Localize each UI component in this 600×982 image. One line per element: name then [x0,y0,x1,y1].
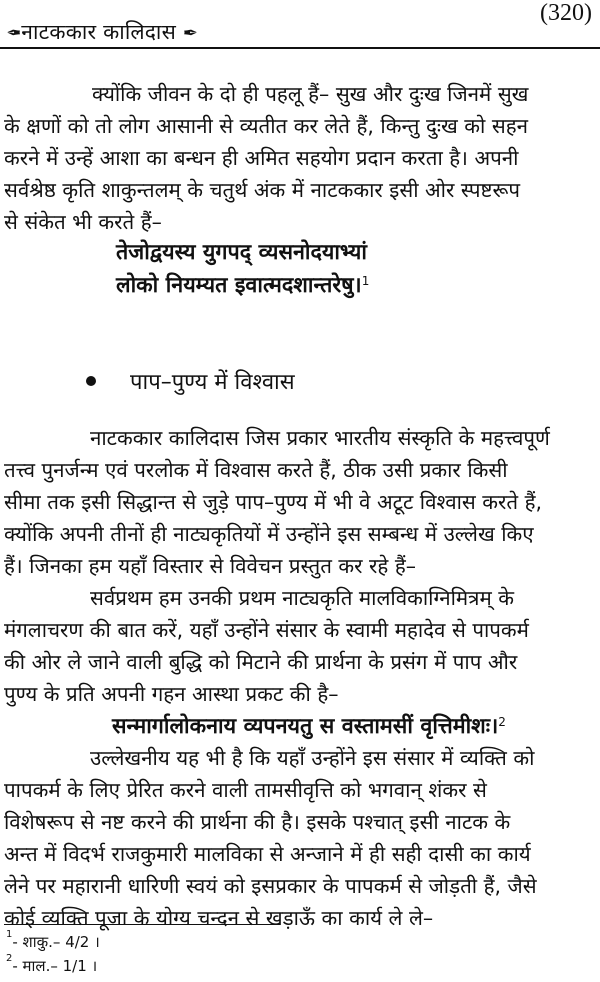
verse-line: तेजोद्वयस्य युगपद् व्यसनोदयाभ्यां [116,240,367,265]
intro-paragraph [4,78,598,238]
text-line: अन्त में विदर्भ राजकुमारी मालविका से अन्जाने में ही सही दासी का कार्य [4,842,531,866]
body-paragraph-1 [4,422,598,582]
text-line: विशेषरूप से नष्ट करने की प्रार्थना की है। इसके पश्चात् इसी नाटक के [4,810,511,834]
text-line: पापकर्म के लिए प्रेरित करने वाली तामसीवृत्ति को भगवान् शंकर से [4,778,487,802]
verse-2 [112,710,506,743]
footnote-ref: 2 [498,715,506,729]
running-head-title: नाटककार कालिदास [21,20,176,44]
footnote-number: 2 [6,953,13,964]
footnote-text: - माल.– 1/1 । [12,957,98,975]
verse-line-2 [116,269,369,302]
text-line: से संकेत भी करते हैं– [4,210,162,234]
text-line: उल्लेखनीय यह भी है कि यहाँ उन्होंने इस संसार में व्यक्ति को [90,746,535,770]
body-paragraph-2 [4,582,598,710]
text-line: करने में उन्हें आशा का बन्धन ही अमित सहयोग प्रदान करता है। अपनी [4,146,519,170]
text-line: सर्वश्रेष्ठ कृति शाकुन्तलम् के चतुर्थ अंक में नाटककार इसी ओर स्पष्टरूप [4,178,521,202]
footnote-1 [6,929,100,952]
text-line: क्योंकि जीवन के दो ही पहलू हैं– सुख और दुःख जिनमें सुख [92,82,529,106]
text-line: सीमा तक इसी सिद्धान्त से जुड़े पाप–पुण्य में भी वे अटूट विश्वास करते हैं, [4,490,543,514]
footnote-ref: 1 [361,274,370,288]
text-line: तत्त्व पुनर्जन्म एवं परलोक में विश्वास करते हैं, ठीक उसी प्रकार किसी [4,458,508,482]
footnote-text: - शाकु.– 4/2 । [12,933,100,951]
verse-line: सन्मार्गालोकनाय व्यपनयतु स वस्तामसीं वृत्तिमीशः। [112,714,499,739]
text-line: मंगलाचरण की बात करें, यहाँ उन्होंने संसार के स्वामी महादेव से पापकर्म [4,618,529,642]
body-paragraph-3 [4,742,598,934]
text-line: हैं। जिनका हम यहाँ विस्तार से विवेचन प्रस्तुत कर रहे हैं– [4,554,416,578]
text-line: क्योंकि अपनी तीनों ही नाट्यकृतियों में उन्होंने इस सम्बन्ध में उल्लेख किए [4,522,534,546]
footnote-number: 1 [6,929,13,940]
verse-line: लोको नियम्यत इवात्मदशान्तरेषु। [116,273,362,298]
section-heading-text: पाप–पुण्य में विश्वास [130,370,295,395]
text-line: लेने पर महारानी धारिणी स्वयं को इसप्रकार के पापकर्म से जोड़ती हैं, जैसे [4,874,537,898]
text-line: पुण्य के प्रति अपनी गहन आस्था प्रकट की है– [4,682,339,706]
page-number: (320) [540,0,592,26]
verse-1 [116,236,369,302]
text-line: के क्षणों को तो लोग आसानी से व्यतीत कर लेते हैं, किन्तु दुःख को सहन [4,114,528,138]
section-heading [86,366,295,396]
pen-nib-icon: ✒ [182,23,199,44]
text-line: की ओर ले जाने वाली बुद्धि को मिटाने की प्रार्थना के प्रसंग में पाप और [4,650,518,674]
pen-nib-icon: ✒ [6,23,22,44]
page-header [0,0,600,48]
text-line: सर्वप्रथम हम उनकी प्रथम नाट्यकृति मालविकाग्निमित्रम् के [90,586,515,610]
header-rule [0,47,600,49]
footnote-2 [6,953,98,976]
text-line: कोई व्यक्ति पूजा के योग्य चन्दन से खड़ाऊँ का कार्य ले ले– [4,906,434,930]
running-head [6,18,198,46]
text-line: नाटककार कालिदास जिस प्रकार भारतीय संस्कृति के महत्त्वपूर्ण [90,426,550,450]
footnote-rule [4,924,280,925]
bullet-icon [86,376,96,386]
